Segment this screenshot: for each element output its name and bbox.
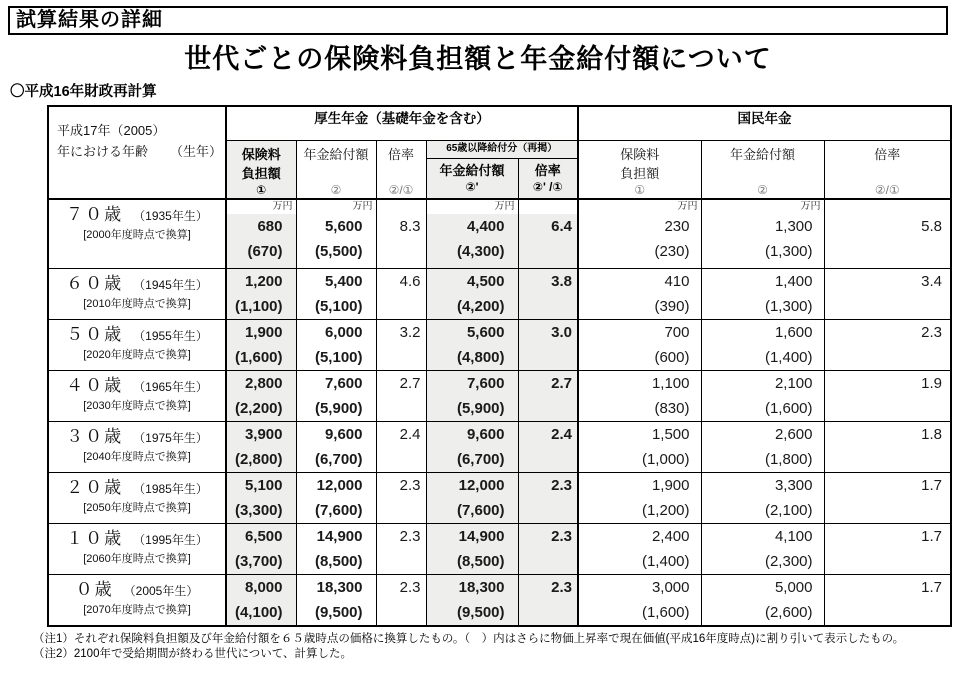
value: 2.3 xyxy=(399,579,421,596)
footnote-2: （注2）2100年で受給期間が終わる世代について、計算した。 xyxy=(33,648,353,660)
value: 1,200 xyxy=(244,273,283,290)
age-cell xyxy=(48,524,226,575)
kosei-ratio-cell xyxy=(376,575,426,627)
value-discounted: (8,500) xyxy=(314,553,363,570)
kokumin-premium-cell xyxy=(578,371,701,422)
birth-year-label: （1955年生） xyxy=(133,329,208,343)
kosei-premium-cell xyxy=(226,320,296,371)
unit-label: 万円 xyxy=(227,200,296,214)
table-row xyxy=(48,473,951,524)
age-cell xyxy=(48,422,226,473)
conversion-note: [2060年度時点で換算] xyxy=(83,553,191,565)
kokumin-benefit-cell xyxy=(701,422,824,473)
value: 3.8 xyxy=(551,273,572,290)
kosei-ratio65-cell xyxy=(518,524,578,575)
unit-spacer xyxy=(825,200,951,214)
kosei-benefit-cell xyxy=(296,269,376,320)
table-row xyxy=(48,575,951,627)
col-header-ratio65 xyxy=(518,158,578,198)
value-discounted: (1,600) xyxy=(764,400,813,417)
value-discounted: (1,600) xyxy=(234,349,283,366)
kosei-ratio-cell xyxy=(376,371,426,422)
age-cell xyxy=(48,473,226,524)
value: 1,900 xyxy=(651,477,690,494)
value: 6,000 xyxy=(324,324,363,341)
age-label: ６０歳 xyxy=(66,274,124,293)
value: 4,100 xyxy=(774,528,813,545)
value: 5,600 xyxy=(324,217,363,235)
value-discounted: (6,700) xyxy=(456,451,505,468)
kosei-ratio-cell xyxy=(376,320,426,371)
conversion-note: [2030年度時点で換算] xyxy=(83,400,191,412)
kokumin-ratio-cell xyxy=(824,422,951,473)
value: 3,900 xyxy=(244,426,283,443)
value: 2.7 xyxy=(399,375,421,392)
value: 2,600 xyxy=(774,426,813,443)
kokumin-benefit-cell xyxy=(701,371,824,422)
benefit-label: 年金給付額 xyxy=(729,146,795,162)
kosei-benefit65-cell xyxy=(426,371,518,422)
premium-symbol: ① xyxy=(256,182,267,197)
kosei-benefit-cell xyxy=(296,422,376,473)
kosei-premium-cell xyxy=(226,199,296,269)
premium-label-line2: 負担額 xyxy=(241,165,281,181)
kokumin-nenkin-group-header: 国民年金 xyxy=(578,106,951,140)
birth-year-label: （1965年生） xyxy=(133,380,208,394)
col-header-kosei-benefit xyxy=(296,140,376,199)
ratio-symbol: ②/① xyxy=(874,182,900,197)
subtitle: 〇平成16年財政再計算 xyxy=(10,84,157,100)
kosei-benefit65-cell xyxy=(426,524,518,575)
kosei-benefit-cell xyxy=(296,575,376,627)
kosei-ratio-cell xyxy=(376,473,426,524)
value: 2.3 xyxy=(921,324,943,341)
value: 680 xyxy=(257,217,283,235)
kokumin-premium-cell xyxy=(578,575,701,627)
value: 1.7 xyxy=(921,528,943,545)
age-cell xyxy=(48,371,226,422)
table-row xyxy=(48,524,951,575)
kosei-premium-cell xyxy=(226,575,296,627)
value: 8,000 xyxy=(244,579,283,596)
kokumin-ratio-cell xyxy=(824,320,951,371)
value: 3,300 xyxy=(774,477,813,494)
kosei-ratio65-cell xyxy=(518,371,578,422)
value: 1,500 xyxy=(651,426,690,443)
kosei-ratio65-cell xyxy=(518,422,578,473)
age-at-label: 年における年齢 xyxy=(57,144,149,159)
kosei-ratio-cell xyxy=(376,422,426,473)
value-discounted: (1,200) xyxy=(641,502,690,519)
kosei-ratio65-cell xyxy=(518,199,578,269)
value: 7,600 xyxy=(466,375,505,392)
kosei-ratio65-cell xyxy=(518,575,578,627)
pension-table xyxy=(47,105,952,627)
value: 1,100 xyxy=(651,375,690,392)
value-discounted: (2,800) xyxy=(234,451,283,468)
kokumin-benefit-cell xyxy=(701,473,824,524)
header-box xyxy=(8,6,948,35)
table-header-row-groups xyxy=(48,106,951,140)
kosei-premium-cell xyxy=(226,524,296,575)
kosei-premium-cell xyxy=(226,422,296,473)
unit-label: 万円 xyxy=(352,200,373,212)
col-header-over65: 65歳以降給付分（再掲） xyxy=(426,140,578,158)
age-cell xyxy=(48,575,226,627)
value: 5,600 xyxy=(466,324,505,341)
kokumin-ratio-cell xyxy=(824,524,951,575)
value: 2.3 xyxy=(551,579,572,596)
ratio-symbol: ②/① xyxy=(388,182,414,197)
corner-header xyxy=(48,106,226,199)
value: 5.8 xyxy=(921,217,943,235)
table-row xyxy=(48,371,951,422)
value: 7,600 xyxy=(324,375,363,392)
unit-label: 万円 xyxy=(677,200,698,212)
birth-year-label: （1995年生） xyxy=(133,533,208,547)
conversion-note: [2020年度時点で換算] xyxy=(83,349,191,361)
kosei-premium-cell xyxy=(226,269,296,320)
value-discounted: (1,300) xyxy=(764,298,813,315)
birth-year-label: （1945年生） xyxy=(133,278,208,292)
kokumin-benefit-cell xyxy=(701,524,824,575)
table-row xyxy=(48,320,951,371)
value-discounted: (4,800) xyxy=(456,349,505,366)
value-discounted: (5,900) xyxy=(456,400,505,417)
benefit-symbol: ② xyxy=(330,182,342,197)
age-label: ２０歳 xyxy=(66,478,124,497)
kokumin-ratio-cell xyxy=(824,575,951,627)
value-discounted: (2,600) xyxy=(764,604,813,621)
value-discounted: (2,200) xyxy=(234,400,283,417)
value-discounted: (6,700) xyxy=(314,451,363,468)
benefit-label: 年金給付額 xyxy=(303,146,369,162)
value-discounted: (390) xyxy=(654,298,690,315)
age-label: ５０歳 xyxy=(66,325,124,344)
footnotes xyxy=(33,632,956,662)
age-label: ０歳 xyxy=(75,580,114,599)
header-box-title: 試算結果の詳細 xyxy=(16,9,163,31)
value-discounted: (1,400) xyxy=(764,349,813,366)
conversion-note: [2050年度時点で換算] xyxy=(83,502,191,514)
value: 4,500 xyxy=(466,273,505,290)
kosei-benefit65-cell xyxy=(426,422,518,473)
value-discounted: (5,100) xyxy=(314,349,363,366)
kosei-benefit-cell xyxy=(296,320,376,371)
age-label: １０歳 xyxy=(66,529,124,548)
value: 4,400 xyxy=(466,217,505,235)
age-label: ７０歳 xyxy=(66,204,124,224)
value: 2,400 xyxy=(651,528,690,545)
value-discounted: (1,800) xyxy=(764,451,813,468)
value-discounted: (5,500) xyxy=(314,242,363,260)
kokumin-benefit-cell xyxy=(701,320,824,371)
col-header-kokumin-benefit xyxy=(701,140,824,199)
birth-year-header: （生年） xyxy=(170,144,223,159)
value-discounted: (4,300) xyxy=(456,242,505,260)
kosei-premium-cell xyxy=(226,371,296,422)
unit-label: 万円 xyxy=(800,200,821,212)
kokumin-premium-cell xyxy=(578,320,701,371)
value: 2.4 xyxy=(399,426,421,443)
value-discounted: (4,100) xyxy=(234,604,283,621)
kokumin-premium-cell xyxy=(578,422,701,473)
table-row xyxy=(48,269,951,320)
birth-year-label: （1975年生） xyxy=(133,431,208,445)
kosei-benefit65-cell xyxy=(426,269,518,320)
value-discounted: (830) xyxy=(654,400,690,417)
value: 1.9 xyxy=(921,375,943,392)
col-header-kosei-premium xyxy=(226,140,296,199)
value: 18,300 xyxy=(458,579,505,596)
kokumin-ratio-cell xyxy=(824,473,951,524)
kokumin-premium-cell xyxy=(578,524,701,575)
age-label: ４０歳 xyxy=(66,376,124,395)
value: 1,600 xyxy=(774,324,813,341)
value-discounted: (2,100) xyxy=(764,502,813,519)
kosei-benefit65-cell xyxy=(426,320,518,371)
kokumin-benefit-cell xyxy=(701,199,824,269)
value: 410 xyxy=(664,273,690,290)
kosei-benefit65-cell xyxy=(426,575,518,627)
benefit65-symbol: ②' xyxy=(465,179,479,194)
value-discounted: (9,500) xyxy=(456,604,505,621)
value-discounted: (7,600) xyxy=(456,502,505,519)
value: 1,300 xyxy=(774,217,813,235)
col-header-kosei-ratio xyxy=(376,140,426,199)
ratio65-symbol: ②' /① xyxy=(532,179,563,194)
value-discounted: (5,900) xyxy=(314,400,363,417)
benefit-symbol: ② xyxy=(757,182,768,197)
value-discounted: (230) xyxy=(654,242,690,260)
value: 12,000 xyxy=(458,477,505,494)
kokumin-benefit-cell xyxy=(701,269,824,320)
value: 6.4 xyxy=(551,217,572,235)
kokumin-ratio-cell xyxy=(824,371,951,422)
birth-year-label: （1935年生） xyxy=(133,208,208,223)
kosei-ratio-cell xyxy=(376,524,426,575)
value: 8.3 xyxy=(399,217,421,235)
value: 2.3 xyxy=(399,477,421,494)
col-header-kokumin-ratio xyxy=(824,140,951,199)
value-discounted: (3,300) xyxy=(234,502,283,519)
kosei-benefit65-cell xyxy=(426,473,518,524)
benefit65-label: 年金給付額 xyxy=(439,162,505,178)
value: 5,000 xyxy=(774,579,813,596)
value-discounted: (1,000) xyxy=(641,451,690,468)
unit-label: 万円 xyxy=(427,200,518,214)
kokumin-premium-cell xyxy=(578,473,701,524)
ratio-label: 倍率 xyxy=(387,146,414,162)
value: 3,000 xyxy=(651,579,690,596)
value: 5,100 xyxy=(244,477,283,494)
value: 2.3 xyxy=(399,528,421,545)
ratio65-label: 倍率 xyxy=(534,162,561,178)
premium-label-line1: 保険料 xyxy=(620,146,660,162)
value: 2.4 xyxy=(551,426,572,443)
conversion-note: [2040年度時点で換算] xyxy=(83,451,191,463)
ratio-label: 倍率 xyxy=(874,146,901,162)
value: 1,900 xyxy=(244,324,283,341)
age-cell xyxy=(48,320,226,371)
conversion-note: [2000年度時点で換算] xyxy=(83,228,191,241)
value-discounted: (1,100) xyxy=(234,298,283,315)
value-discounted: (600) xyxy=(654,349,690,366)
conversion-note: [2010年度時点で換算] xyxy=(83,298,191,310)
col-header-benefit65 xyxy=(426,158,518,198)
kosei-ratio-cell xyxy=(376,269,426,320)
kosei-benefit65-cell xyxy=(426,199,518,269)
col-header-kokumin-premium xyxy=(578,140,701,199)
value-discounted: (8,500) xyxy=(456,553,505,570)
value: 3.4 xyxy=(921,273,943,290)
value: 2,100 xyxy=(774,375,813,392)
kosei-benefit-cell xyxy=(296,524,376,575)
value-discounted: (1,300) xyxy=(764,242,813,260)
kokumin-ratio-cell xyxy=(824,269,951,320)
value: 1.8 xyxy=(921,426,943,443)
kokumin-benefit-cell xyxy=(701,575,824,627)
value-discounted: (5,100) xyxy=(314,298,363,315)
kosei-nenkin-group-header: 厚生年金（基礎年金を含む） xyxy=(226,106,578,140)
age-cell xyxy=(48,269,226,320)
conversion-note: [2070年度時点で換算] xyxy=(83,604,191,616)
corner-line1: 平成17年（2005） xyxy=(57,123,166,138)
birth-year-label: （2005年生） xyxy=(123,584,199,598)
value: 9,600 xyxy=(324,426,363,443)
kokumin-ratio-cell xyxy=(824,199,951,269)
value: 2.3 xyxy=(551,528,572,545)
value: 4.6 xyxy=(399,273,421,290)
age-label: ３０歳 xyxy=(66,427,124,446)
birth-year-label: （1985年生） xyxy=(133,482,208,496)
kosei-benefit-cell xyxy=(296,473,376,524)
kosei-ratio-cell xyxy=(376,199,426,269)
value: 3.0 xyxy=(551,324,572,341)
value: 1,400 xyxy=(774,273,813,290)
premium-label-line2: 負担額 xyxy=(620,165,660,181)
value-discounted: (9,500) xyxy=(314,604,363,621)
value: 14,900 xyxy=(458,528,505,545)
value: 3.2 xyxy=(399,324,421,341)
value-discounted: (2,300) xyxy=(764,553,813,570)
value: 6,500 xyxy=(244,528,283,545)
table-row xyxy=(48,422,951,473)
kosei-ratio65-cell xyxy=(518,473,578,524)
value: 9,600 xyxy=(466,426,505,443)
value: 14,900 xyxy=(316,528,363,545)
kokumin-premium-cell xyxy=(578,199,701,269)
unit-spacer xyxy=(519,200,578,214)
kosei-ratio65-cell xyxy=(518,320,578,371)
value-discounted: (3,700) xyxy=(234,553,283,570)
value-discounted: (4,200) xyxy=(456,298,505,315)
value: 1.7 xyxy=(921,477,943,494)
kosei-benefit-cell xyxy=(296,199,376,269)
page-title: 世代ごとの保険料負担額と年金給付額について xyxy=(184,44,772,74)
value: 2.3 xyxy=(551,477,572,494)
kokumin-premium-cell xyxy=(578,269,701,320)
value-discounted: (670) xyxy=(247,242,283,260)
value: 700 xyxy=(664,324,690,341)
premium-label-line1: 保険料 xyxy=(241,146,281,162)
corner-line2 xyxy=(49,139,225,160)
kosei-premium-cell xyxy=(226,473,296,524)
value: 5,400 xyxy=(324,273,363,290)
value-discounted: (1,400) xyxy=(641,553,690,570)
value: 2.7 xyxy=(551,375,572,392)
value: 12,000 xyxy=(316,477,363,494)
table-row xyxy=(48,199,951,269)
kosei-benefit-cell xyxy=(296,371,376,422)
unit-spacer xyxy=(377,200,426,214)
value-discounted: (1,600) xyxy=(641,604,690,621)
age-cell xyxy=(48,199,226,269)
value-discounted: (7,600) xyxy=(314,502,363,519)
premium-symbol: ① xyxy=(634,182,646,197)
kosei-ratio65-cell xyxy=(518,269,578,320)
value: 230 xyxy=(664,217,690,235)
value: 2,800 xyxy=(244,375,283,392)
footnote-1: （注1）それぞれ保険料負担額及び年金給付額を６５歳時点の価格に換算したもの。（ ）内はさらに物価上昇率で現在価値(平成16年度時点)に割り引いて表示したもの。 xyxy=(33,633,905,645)
value: 1.7 xyxy=(921,579,943,596)
value: 18,300 xyxy=(316,579,363,596)
